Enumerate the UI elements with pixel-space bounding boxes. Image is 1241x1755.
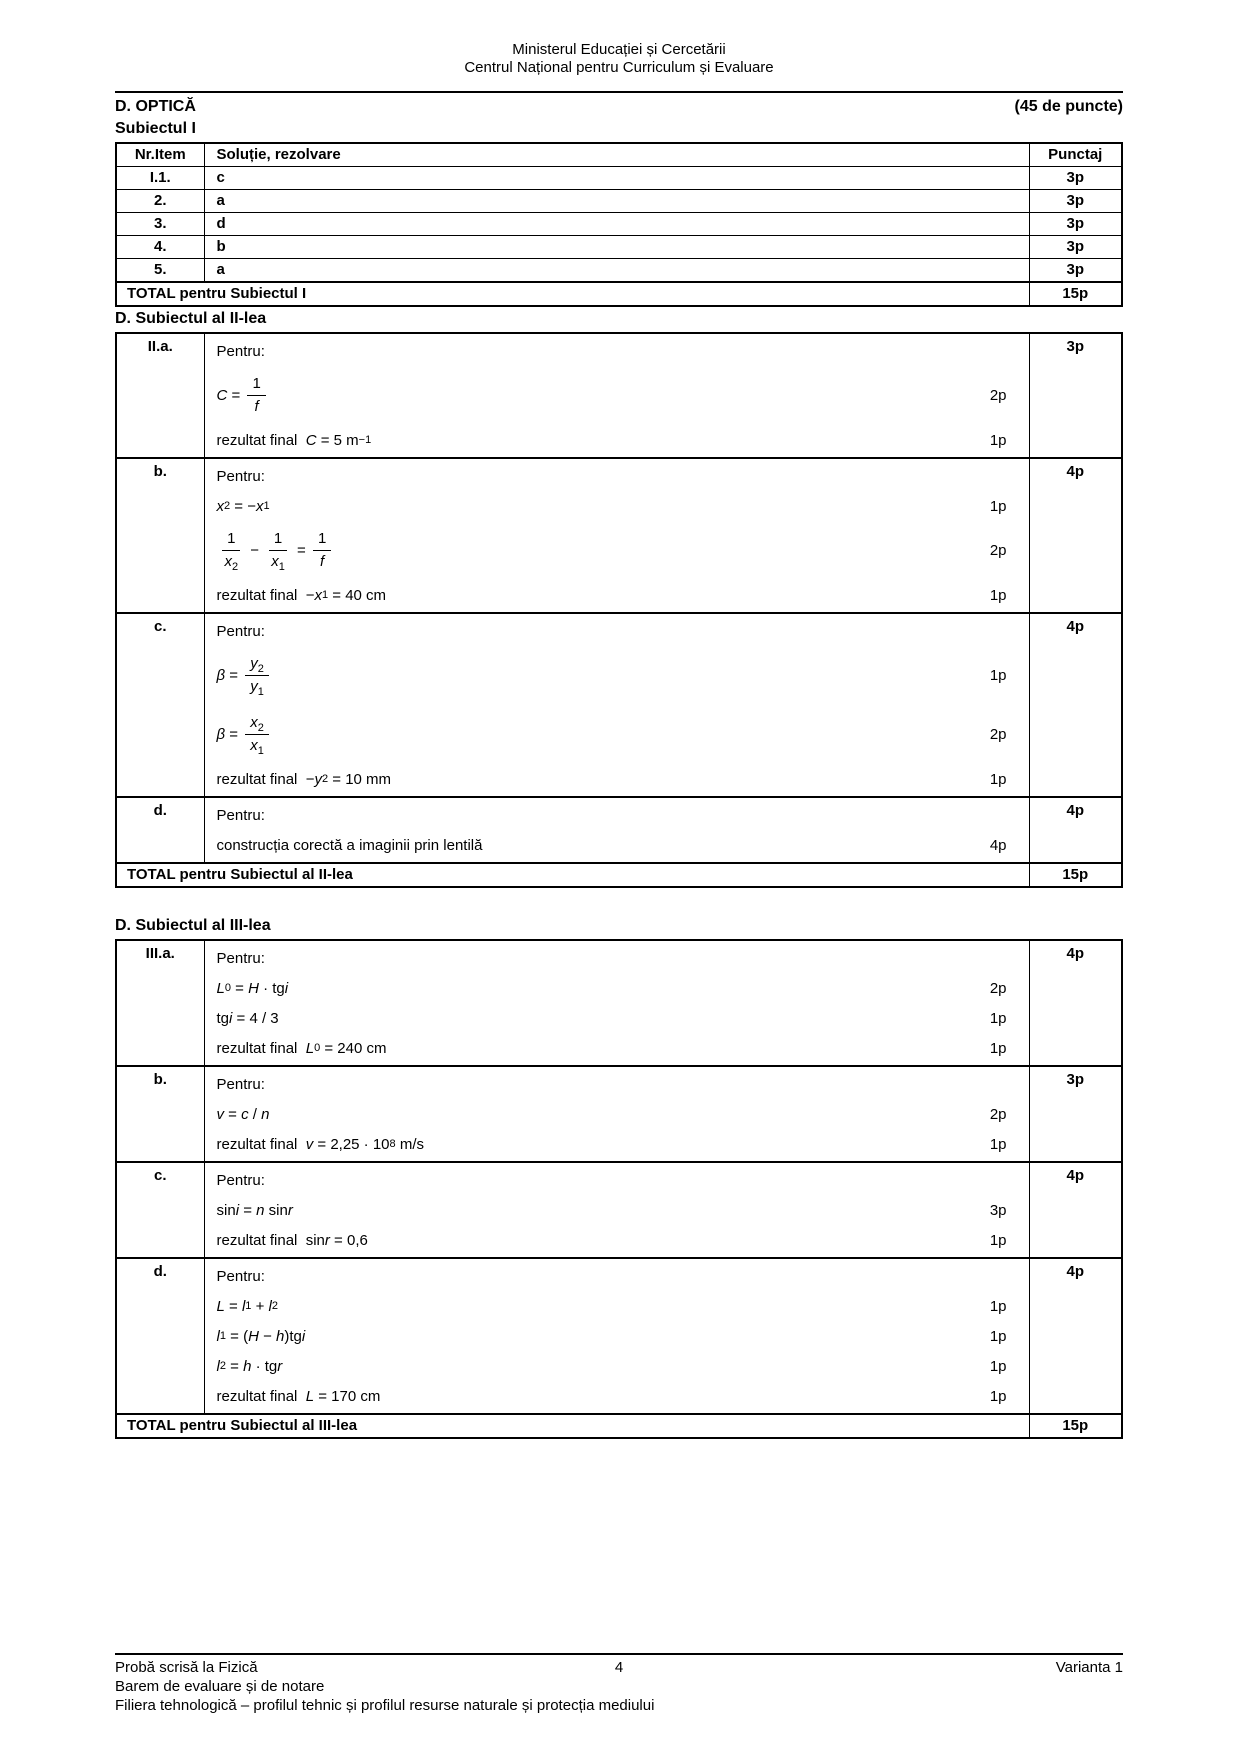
fraction-denominator: f: [254, 398, 259, 415]
points-cell: 3p: [1029, 190, 1122, 213]
line-points: 1p: [989, 667, 1007, 684]
solution-line: [205, 1099, 1029, 1129]
fraction-denominator: $y_1$: [250, 678, 264, 698]
points-cell: 3p: [1029, 259, 1122, 283]
item-cell: b.: [116, 1066, 204, 1162]
solution-expression: x 2 = − x 1: [216, 497, 270, 515]
item-cell: 2.: [116, 190, 204, 213]
line-points: 1p: [989, 1357, 1007, 1375]
solution-line: [205, 1003, 1029, 1033]
solution-line: [205, 616, 1029, 646]
fraction-denominator: $x_1$: [271, 553, 285, 573]
solution-line: [205, 646, 1029, 705]
solution-cell: [204, 940, 1029, 1066]
solution-expression: l 2 = h · tg r: [216, 1357, 283, 1375]
line-points: 4p: [989, 836, 1007, 854]
solution-cell: [204, 1162, 1029, 1258]
solution-cell: a: [204, 190, 1029, 213]
table-row: [116, 190, 1122, 213]
solution-expression: Pentru:: [216, 1267, 265, 1285]
solution-expression: L 0 = H · tg i: [216, 979, 289, 997]
table-header-row: [116, 143, 1122, 167]
points-cell: 3p: [1029, 236, 1122, 259]
fraction-numerator: 1: [313, 529, 331, 551]
line-points: 2p: [989, 979, 1007, 997]
solution-line: [205, 491, 1029, 521]
solution-cell: c: [204, 167, 1029, 190]
table-row: [116, 236, 1122, 259]
solution-expression: rezultat final L = 170 cm: [216, 1387, 381, 1405]
solution-expression: β = $\frac{x_2}{x_1}$: [217, 705, 272, 764]
solution-expression: L = l 1 + l 2: [216, 1297, 278, 1315]
line-points: 1p: [989, 1297, 1007, 1315]
table-row: [116, 1258, 1122, 1414]
line-points: 1p: [989, 1135, 1007, 1153]
solution-expression: sin i = n sin r: [216, 1201, 293, 1219]
solution-expression: Pentru:: [216, 806, 265, 824]
line-points: 1p: [989, 497, 1007, 515]
solution-expression: C = $\frac{1}{f}$: [217, 366, 269, 425]
total-points: 15p: [1029, 282, 1122, 306]
solution-line: [205, 1069, 1029, 1099]
solution-line: [205, 461, 1029, 491]
solution-line: [205, 1381, 1029, 1411]
points-cell: 4p: [1029, 797, 1122, 863]
solution-cell: [204, 797, 1029, 863]
solution-expression: Pentru:: [216, 467, 265, 485]
solution-cell: [204, 1258, 1029, 1414]
line-points: 1p: [989, 431, 1007, 449]
fraction-denominator: $x_1$: [250, 737, 264, 757]
footer-barem-line: Barem de evaluare și de notare: [115, 1678, 325, 1695]
solution-line: [205, 366, 1029, 425]
section-gap: [115, 888, 1123, 914]
points-cell: 3p: [1029, 333, 1122, 458]
item-cell: 3.: [116, 213, 204, 236]
line-points: 2p: [989, 726, 1007, 743]
line-points: 1p: [989, 1009, 1007, 1027]
points-cell: 3p: [1029, 167, 1122, 190]
solution-line: [205, 1261, 1029, 1291]
points-cell: 4p: [1029, 1258, 1122, 1414]
table-row: [116, 1066, 1122, 1162]
table-row: [116, 1162, 1122, 1258]
solution-expression: rezultat final − y 2 = 10 mm: [216, 770, 392, 788]
table-row: [116, 333, 1122, 458]
points-cell: 3p: [1029, 1066, 1122, 1162]
solution-line: [205, 830, 1029, 860]
line-points: 1p: [989, 770, 1007, 788]
solution-expression: Pentru:: [216, 342, 265, 360]
subject3-heading: D. Subiectul al III-lea: [115, 917, 271, 934]
solution-line: [205, 800, 1029, 830]
solution-expression: $\frac{1}{x_2}$ − $\frac{1}{x_1}$ = $\frac{1}{f}$: [217, 521, 335, 580]
total-points: 15p: [1029, 1414, 1122, 1438]
item-cell: 4.: [116, 236, 204, 259]
fraction-numerator: $x_2$: [245, 713, 269, 735]
table-row: [116, 259, 1122, 283]
solution-expression: β = $\frac{y_2}{y_1}$: [217, 646, 272, 705]
solution-expression: rezultat final − x 1 = 40 cm: [216, 586, 387, 604]
table-row: [116, 940, 1122, 1066]
footer-divider: [115, 1653, 1123, 1655]
fraction: [313, 529, 331, 572]
solution-line: [205, 1195, 1029, 1225]
fraction: [220, 529, 244, 572]
item-cell: 5.: [116, 259, 204, 283]
footer-variant: Varianta 1: [1055, 1659, 1123, 1676]
solution-expression: l 1 = ( H − h )tg i: [216, 1327, 306, 1345]
page-footer: [115, 1653, 1123, 1715]
item-cell: d.: [116, 797, 204, 863]
solution-expression: Pentru:: [216, 949, 265, 967]
footer-page-number: 4: [614, 1659, 624, 1676]
fraction: [245, 713, 269, 756]
solution-line: [205, 336, 1029, 366]
solution-cell: [204, 458, 1029, 613]
section-points: (45 de puncte): [1014, 98, 1123, 115]
col-header-solution: Soluție, rezolvare: [204, 143, 1029, 167]
solution-expression: Pentru:: [216, 1171, 265, 1189]
solution-expression: Pentru:: [216, 1075, 265, 1093]
subject2-table: [115, 332, 1123, 888]
solution-cell: [204, 1066, 1029, 1162]
center-line: Centrul Național pentru Curriculum și Evaluare: [464, 59, 774, 76]
solution-cell: b: [204, 236, 1029, 259]
fraction: [266, 529, 290, 572]
solution-expression: rezultat final L 0 = 240 cm: [216, 1039, 387, 1057]
footer-row: [115, 1658, 1123, 1677]
ministry-line: Ministerul Educației și Cercetării: [512, 41, 726, 58]
line-points: 1p: [989, 1231, 1007, 1249]
solution-line: [205, 1225, 1029, 1255]
fraction-numerator: 1: [222, 529, 240, 551]
points-cell: 4p: [1029, 940, 1122, 1066]
col-header-item: Nr.Item: [116, 143, 204, 167]
total-row: [116, 1414, 1122, 1438]
solution-line: [205, 1351, 1029, 1381]
table-row: [116, 613, 1122, 797]
solution-expression: tg i = 4 / 3: [216, 1009, 279, 1027]
solution-expression: rezultat final sin r = 0,6: [216, 1231, 368, 1249]
fraction: [245, 654, 269, 697]
line-points: 1p: [989, 1387, 1007, 1405]
header-divider: [115, 91, 1123, 93]
page-content: [115, 0, 1123, 1439]
line-points: 3p: [989, 1201, 1007, 1219]
solution-line: [205, 521, 1029, 580]
subject2-heading: D. Subiectul al II-lea: [115, 310, 267, 327]
solution-line: [205, 580, 1029, 610]
total-label: TOTAL pentru Subiectul I: [116, 282, 1029, 306]
total-label: TOTAL pentru Subiectul al II-lea: [116, 863, 1029, 887]
solution-line: [205, 1321, 1029, 1351]
table-row: [116, 167, 1122, 190]
item-cell: II.a.: [116, 333, 204, 458]
document-header: [115, 0, 1123, 77]
line-points: 1p: [989, 586, 1007, 604]
solution-line: [205, 705, 1029, 764]
table-row: [116, 797, 1122, 863]
solution-line: [205, 1165, 1029, 1195]
table-row: [116, 213, 1122, 236]
solution-line: [205, 425, 1029, 455]
subject1-heading: Subiectul I: [115, 120, 196, 137]
solution-expression: Pentru:: [216, 622, 265, 640]
subject1-table: [115, 142, 1123, 307]
solution-expression: rezultat final C = 5 m −1: [216, 431, 372, 449]
solution-line: [205, 764, 1029, 794]
solution-cell: [204, 333, 1029, 458]
footer-exam-name: Probă scrisă la Fizică: [115, 1659, 258, 1676]
fraction-denominator: f: [320, 553, 325, 570]
line-points: 1p: [989, 1039, 1007, 1057]
fraction-numerator: $y_2$: [245, 654, 269, 676]
item-cell: c.: [116, 613, 204, 797]
solution-line: [205, 973, 1029, 1003]
fraction-denominator: $x_2$: [224, 553, 239, 573]
total-row: [116, 282, 1122, 306]
points-cell: 4p: [1029, 458, 1122, 613]
solution-line: [205, 1033, 1029, 1063]
line-points: 2p: [989, 387, 1007, 404]
line-points: 1p: [989, 1327, 1007, 1345]
total-row: [116, 863, 1122, 887]
solution-expression: construcția corectă a imaginii prin lentilă: [216, 836, 483, 854]
table-row: [116, 458, 1122, 613]
item-cell: I.1.: [116, 167, 204, 190]
solution-expression: rezultat final v = 2,25 · 10 8 m/s: [216, 1135, 424, 1153]
footer-filiera-line: Filiera tehnologică – profilul tehnic și profilul resurse naturale și protecția mediului: [115, 1697, 655, 1714]
item-cell: d.: [116, 1258, 204, 1414]
points-cell: 4p: [1029, 1162, 1122, 1258]
solution-line: [205, 1291, 1029, 1321]
fraction-numerator: 1: [247, 374, 265, 396]
solution-cell: a: [204, 259, 1029, 283]
solution-line: [205, 1129, 1029, 1159]
points-cell: 4p: [1029, 613, 1122, 797]
item-cell: III.a.: [116, 940, 204, 1066]
solution-expression: v = c / n: [216, 1105, 270, 1123]
fraction: [247, 374, 265, 417]
col-header-points: Punctaj: [1029, 143, 1122, 167]
line-points: 2p: [989, 542, 1007, 559]
item-cell: c.: [116, 1162, 204, 1258]
fraction-numerator: 1: [269, 529, 287, 551]
points-cell: 3p: [1029, 213, 1122, 236]
solution-cell: [204, 613, 1029, 797]
item-cell: b.: [116, 458, 204, 613]
solution-cell: d: [204, 213, 1029, 236]
line-points: 2p: [989, 1105, 1007, 1123]
title-row: [115, 96, 1123, 117]
total-label: TOTAL pentru Subiectul al III-lea: [116, 1414, 1029, 1438]
section-title: D. OPTICĂ: [115, 98, 196, 115]
subject3-table: [115, 939, 1123, 1439]
solution-line: [205, 943, 1029, 973]
total-points: 15p: [1029, 863, 1122, 887]
